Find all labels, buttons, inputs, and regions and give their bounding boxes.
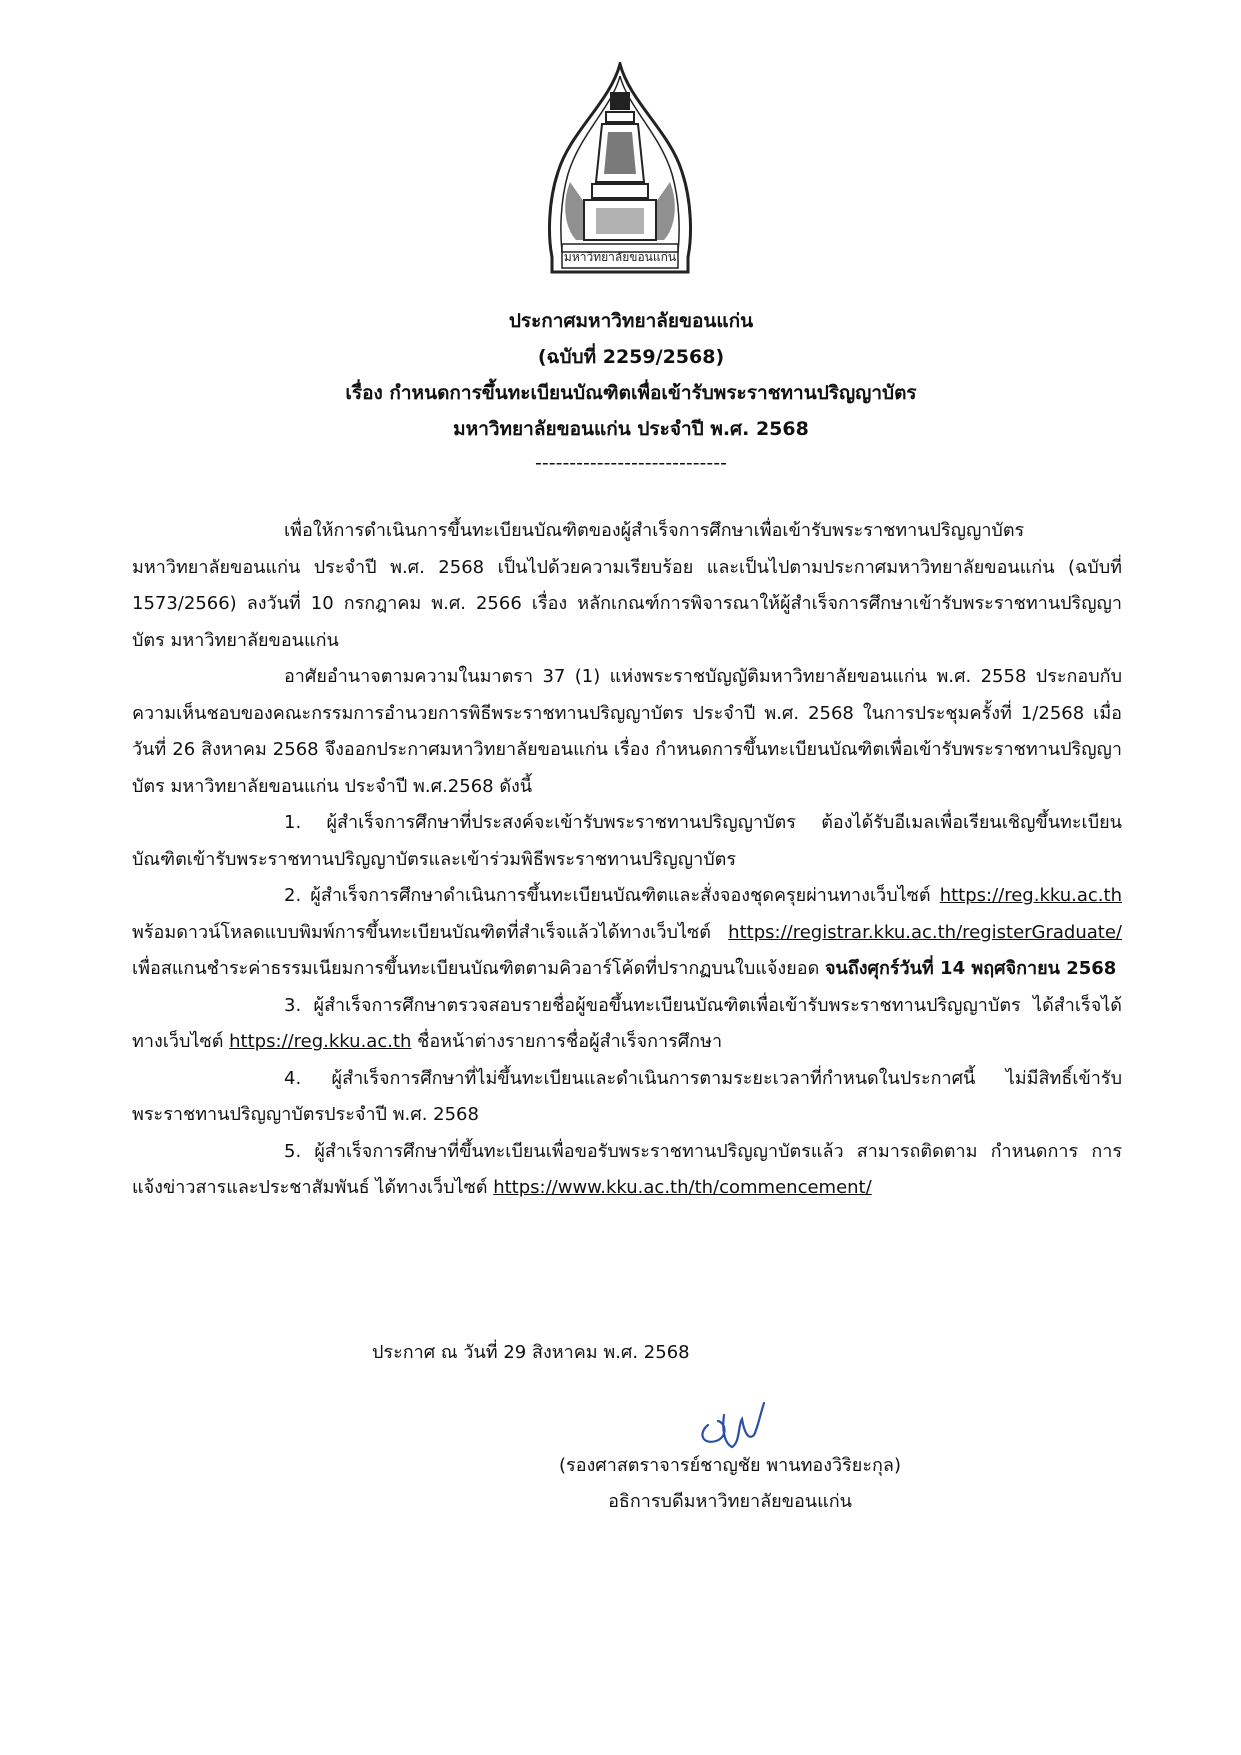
signer-block (530, 1448, 930, 1520)
reg-link-2[interactable]: https://reg.kku.ac.th (229, 1031, 412, 1052)
paragraph-2: อาศัยอำนาจตามความในมาตรา 37 (1) แห่งพระราชบัญญัติมหาวิทยาลัยขอนแก่น พ.ศ. 2558 ประกอบกับความเห็นชอบของคณะกรรมการอำนวยการพิธีพระราชทานปริญญาบัตร ประจำปี พ.ศ. 2568 ในการประชุมครั้งที่ 1/2568 เมื่อวันที่ 26 สิงหาคม 2568 จึงออกประกาศมหาวิทยาลัยขอนแก่น เรื่อง กำหนดการขึ้นทะเบียนบัณฑิตเพื่อเข้ารับพระราชทานปริญญาบัตร มหาวิทยาลัยขอนแก่น ประจำปี พ.ศ.2568 ดังนี้ (132, 666, 1122, 797)
announcement-date: ประกาศ ณ วันที่ 29 สิงหาคม พ.ศ. 2568 (372, 1342, 690, 1363)
commencement-link[interactable]: https://www.kku.ac.th/th/commencement/ (493, 1177, 872, 1198)
document-body (132, 513, 1122, 1207)
item-4: 4. ผู้สำเร็จการศึกษาที่ไม่ขึ้นทะเบียนและดำเนินการตามระยะเวลาที่กำหนดในประกาศนี้ ไม่มีสิทธิ์เข้ารับพระราชทานปริญญาบัตรประจำปี พ.ศ. 2568 (132, 1067, 1122, 1125)
document-issue-number: (ฉบับที่ 2259/2568) (537, 346, 725, 368)
item-3-text-1: 3. ผู้สำเร็จการศึกษาตรวจสอบรายชื่อผู้ขอขึ้นทะเบียนบัณฑิตเพื่อเข้ารับพระราชทานปริญญาบัตร ได้สำเร็จได้ทางเว็บไซต์ (132, 994, 1122, 1052)
handwritten-signature (688, 1385, 808, 1455)
document-subject-line2: มหาวิทยาลัยขอนแก่น ประจำปี พ.ศ. 2568 (453, 418, 809, 440)
item-2-text-1: 2. ผู้สำเร็จการศึกษาดำเนินการขึ้นทะเบียนบัณฑิตและสั่งจองชุดครุยผ่านทางเว็บไซต์ (284, 885, 940, 906)
deadline-text: จนถึงศุกร์วันที่ 14 พฤศจิกายน 2568 (824, 958, 1117, 979)
item-2-text-3: เพื่อสแกนชำระค่าธรรมเนียมการขึ้นทะเบียนบัณฑิตตามคิวอาร์โค้ดที่ปรากฏบนใบแจ้งยอด (132, 958, 825, 979)
kku-emblem-icon (540, 62, 700, 280)
item-5 (132, 1134, 1122, 1207)
document-subject: เรื่อง กำหนดการขึ้นทะเบียนบัณฑิตเพื่อเข้ารับพระราชทานปริญญาบัตร (345, 382, 917, 404)
reg-link[interactable]: https://reg.kku.ac.th (939, 885, 1122, 906)
header-separator: ---------------------------- (535, 452, 727, 474)
register-graduate-link[interactable]: https://registrar.kku.ac.th/registerGraduate/ (728, 921, 1122, 943)
document-title: ประกาศมหาวิทยาลัยขอนแก่น (508, 310, 754, 332)
university-emblem (540, 62, 700, 280)
document-header (0, 303, 1241, 481)
item-1: 1. ผู้สำเร็จการศึกษาที่ประสงค์จะเข้ารับพระราชทานปริญญาบัตร ต้องได้รับอีเมลเพื่อเรียนเชิญขึ้นทะเบียนบัณฑิตเข้ารับพระราชทานปริญญาบัตรและเข้าร่วมพิธีพระราชทานปริญญาบัตร (132, 812, 1122, 870)
signer-name: (รองศาสตราจารย์ชาญชัย พานทองวิริยะกุล) (559, 1455, 901, 1476)
paragraph-1: เพื่อให้การดำเนินการขึ้นทะเบียนบัณฑิตของผู้สำเร็จการศึกษาเพื่อเข้ารับพระราชทานปริญญาบัตร มหาวิทยาลัยขอนแก่น ประจำปี พ.ศ. 2568 เป็นไปด้วยความเรียบร้อย และเป็นไปตามประกาศมหาวิทยาลัยขอนแก่น (ฉบับที่ 1573/2566) ลงวันที่ 10 กรกฎาคม พ.ศ. 2566 เรื่อง หลักเกณฑ์การพิจารณาให้ผู้สำเร็จการศึกษาเข้ารับพระราชทานปริญญาบัตร มหาวิทยาลัยขอนแก่น (132, 520, 1122, 651)
item-3-text-2: ชื่อหน้าต่างรายการชื่อผู้สำเร็จการศึกษา (411, 1031, 723, 1052)
item-3 (132, 988, 1122, 1061)
svg-text:มหาวิทยาลัยขอนแก่น: มหาวิทยาลัยขอนแก่น (563, 250, 677, 264)
item-2 (132, 878, 1122, 988)
signer-title: อธิการบดีมหาวิทยาลัยขอนแก่น (608, 1491, 852, 1512)
item-2-text-2: พร้อมดาวน์โหลดแบบพิมพ์การขึ้นทะเบียนบัณฑิตที่สำเร็จแล้วได้ทางเว็บไซต์ (132, 921, 729, 943)
item-5-text: 5. ผู้สำเร็จการศึกษาที่ขึ้นทะเบียนเพื่อขอรับพระราชทานปริญญาบัตรแล้ว สามารถติดตาม กำหนดการ การแจ้งข่าวสารและประชาสัมพันธ์ ได้ทางเว็บไซต์ (132, 1140, 1122, 1198)
